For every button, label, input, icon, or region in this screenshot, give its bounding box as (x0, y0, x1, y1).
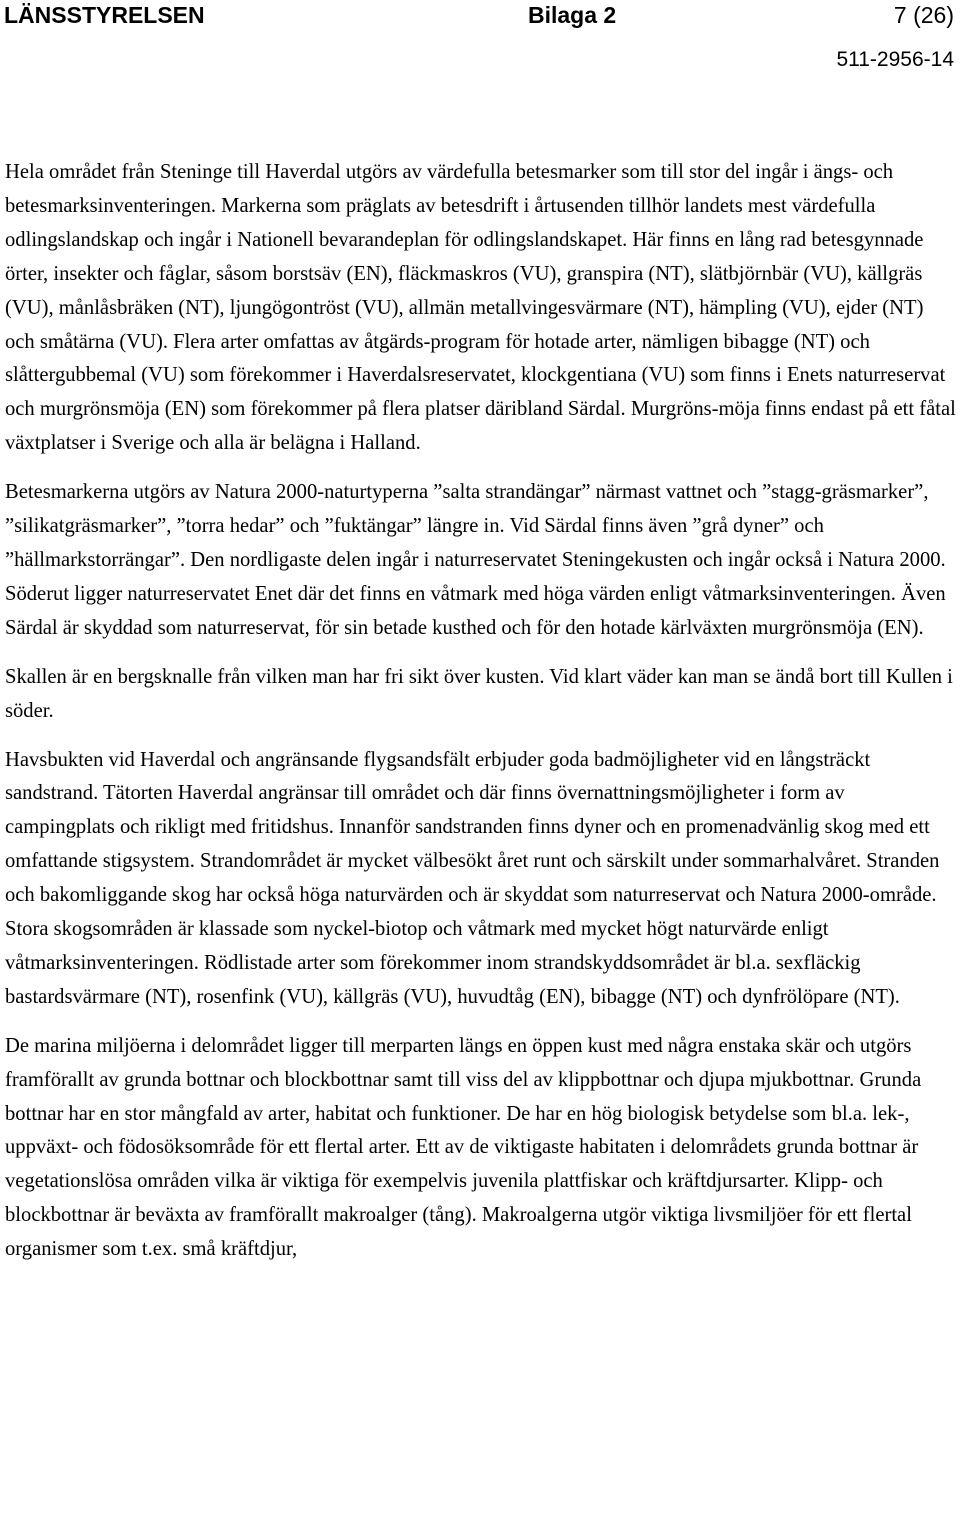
paragraph-betesmarker: Hela området från Steninge till Haverdal utgörs av värdefulla betesmarker som till stor del ingår i ängs- och betesmarksinventeringen. Markerna som präglats av betesdrift i årtusenden tillhör landets mest värdefulla odlingslandskap och ingår i Nationell bevarandeplan för odlingslandskapet. Här finns en lång rad betesgynnade örter, insekter och fåglar, såsom borstsäv (EN), fläckmaskros (VU), granspira (NT), slätbjörnbär (VU), källgräs (VU), månlåsbräken (NT), ljungögontröst (VU), allmän metallvingesvärmare (NT), hämpling (VU), ejder (NT) och småtärna (VU). Flera arter omfattas av åtgärds-program för hotade arter, nämligen bibagge (NT) och slåttergubbemal (VU) som förekommer i Haverdalsreservatet, klockgentiana (VU) som finns i Enets naturreservat och murgrönsmöja (EN) som förekommer på flera platser däribland Särdal. Murgröns-möja finns endast på ett fåtal växtplatser i Sverige och alla är belägna i Halland. (5, 161, 956, 455)
paragraph-skallen: Skallen är en bergsknalle från vilken man har fri sikt över kusten. Vid klart väder kan man se ändå bort till Kullen i söder. (5, 665, 953, 722)
page-header (0, 0, 960, 80)
header-diary-number: 511-2956-14 (836, 48, 954, 71)
paragraph-natura-2000: Betesmarkerna utgörs av Natura 2000-naturtyperna ”salta strandängar” närmast vattnet och ”stagg-gräsmarker”, ”silikatgräsmarker”, ”torra hedar” och ”fuktängar” längre in. Vid Särdal finns även ”grå dyner” och ”hällmarkstorrängar”. Den nordligaste delen ingår i naturreservatet Steningekusten och ingår också i Natura 2000. Söderut ligger naturreservatet Enet där det finns en våtmark med höga värden enligt våtmarksinventeringen. Även Särdal är skyddad som naturreservat, för sin betade kusthed och för den hotade kärlväxten murgrönsmöja (EN). (5, 481, 946, 639)
document-body (5, 156, 957, 1282)
header-org: LÄNSSTYRELSEN (4, 2, 205, 28)
paragraph-marina-miljoer: De marina miljöerna i delområdet ligger till merparten längs en öppen kust med några enstaka skär och utgörs framförallt av grunda bottnar och blockbottnar samt till viss del av klippbottnar och djupa mjukbottnar. Grunda bottnar har en stor mångfald av arter, habitat och funktioner. De har en hög biologisk betydelse som bl.a. lek-, uppväxt- och födosöksområde för ett flertal arter. Ett av de viktigaste habitaten i delområdets grunda bottnar är vegetationslösa områden vilka är viktiga för exempelvis juvenila plattfiskar och kräftdjursarter. Klipp- och blockbottnar är beväxta av framförallt makroalger (tång). Makroalgerna utgör viktiga livsmiljöer för ett flertal organismer som t.ex. små kräftdjur, (5, 1034, 922, 1261)
paragraph-haverdal: Havsbukten vid Haverdal och angränsande flygsandsfält erbjuder goda badmöjligheter vid en långsträckt sandstrand. Tätorten Haverdal angränsar till området och där finns övernattningsmöjligheter i form av campingplats och rikligt med fritidshus. Innanför sandstranden finns dyner och en promenadvänlig skog med ett omfattande stigsystem. Strandområdet är mycket välbesökt året runt och särskilt under sommarhalvåret. Stranden och bakomliggande skog har också höga naturvärden och är skyddat som naturreservat och Natura 2000-område. Stora skogsområden är klassade som nyckel-biotop och våtmark med mycket högt naturvärde enligt våtmarksinventeringen. Rödlistade arter som förekommer inom strandskyddsområdet är bl.a. sexfläckig bastardsvärmare (NT), rosenfink (VU), källgräs (VU), huvudtåg (EN), bibagge (NT) och dynfrölöpare (NT). (5, 748, 940, 1008)
header-page-number: 7 (26) (893, 2, 954, 28)
header-bilaga: Bilaga 2 (528, 2, 617, 28)
